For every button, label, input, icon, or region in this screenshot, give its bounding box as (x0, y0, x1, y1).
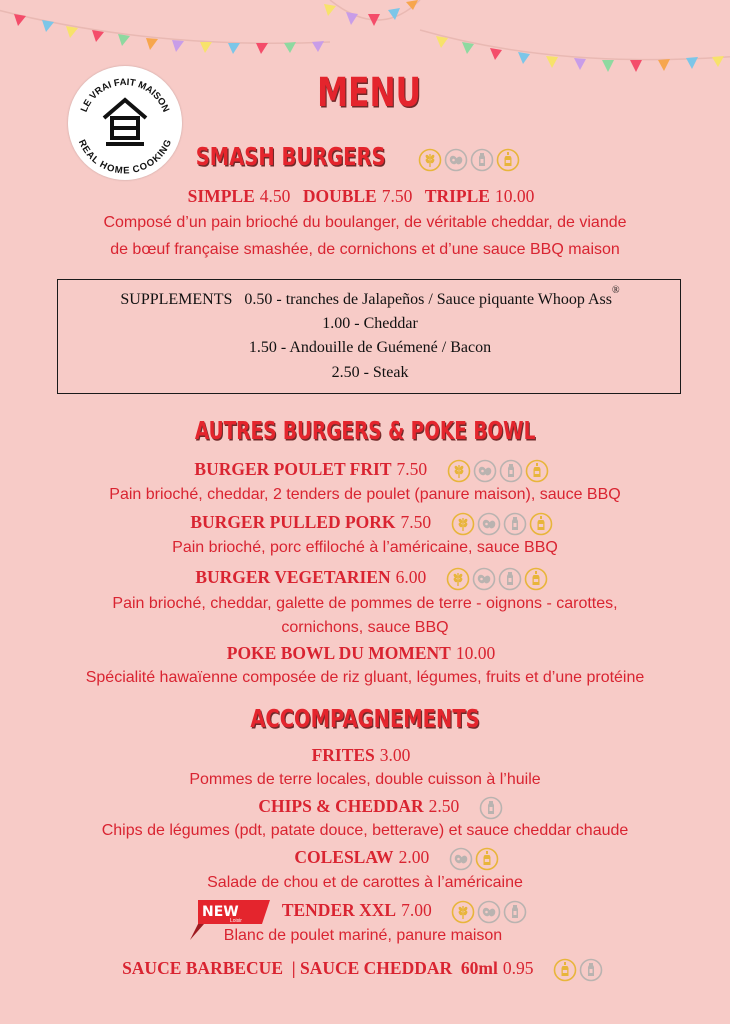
item-desc: Pommes de terre locales, double cuisson à l’huile (189, 771, 541, 788)
mustard-icon (496, 148, 520, 172)
item-price: 7.50 (396, 459, 428, 480)
egg-icon (477, 900, 501, 924)
gluten-icon (447, 459, 471, 483)
milk-icon (479, 796, 503, 820)
supplements-line (58, 285, 682, 309)
allergen-icons (450, 512, 554, 536)
menu-item-row (16, 796, 730, 820)
item-desc: Chips de légumes (pdt, patate douce, betterave) et sauce cheddar chaude (101, 822, 629, 839)
smash-desc-line: de bœuf française smashée, de cornichons et d’une sauce BBQ maison (110, 241, 620, 258)
sauces-row (0, 958, 728, 982)
egg-icon (477, 512, 501, 536)
egg-icon (449, 847, 473, 871)
item-price: 7.50 (381, 186, 413, 206)
milk-icon (503, 512, 527, 536)
allergen-icons (478, 796, 504, 820)
smash-desc-line: Composé d’un pain brioché du boulanger, de véritable cheddar, de viande (103, 214, 627, 231)
logo-bottom-text: REAL HOME COOKING (75, 138, 175, 177)
mustard-icon (529, 512, 553, 536)
item-name: BURGER POULET FRIT (194, 459, 392, 480)
menu-item-row (7, 512, 730, 536)
new-badge-subtext: Loisir (230, 918, 242, 924)
item-name: SIMPLE (187, 186, 255, 206)
allergen-icons (445, 567, 549, 591)
item-price: 4.50 (259, 186, 291, 206)
registered-mark: ® (612, 285, 620, 296)
mustard-icon (475, 847, 499, 871)
menu-title: MENU (317, 70, 421, 116)
item-price: 6.00 (395, 567, 427, 588)
allergen-icons (450, 900, 528, 924)
item-name: BURGER PULLED PORK (190, 512, 396, 533)
menu-item-row (0, 643, 730, 664)
gluten-icon (451, 900, 475, 924)
item-name: TENDER XXL (281, 900, 397, 921)
item-desc: Salade de chou et de carottes à l’américaine (207, 874, 523, 891)
menu-item-row (32, 847, 730, 871)
item-name: FRITES (311, 745, 375, 765)
allergen-icons (446, 459, 550, 483)
item-price: 7.50 (400, 512, 432, 533)
gluten-icon (446, 567, 470, 591)
item-name: BURGER VEGETARIEN (195, 567, 391, 588)
item-name: COLESLAW (294, 847, 394, 868)
item-desc: Pain brioché, cheddar, 2 tenders de poulet (panure maison), sauce BBQ (109, 486, 621, 503)
item-name: SAUCE BARBECUE | SAUCE CHEDDAR 60ml (122, 958, 498, 979)
milk-icon (503, 900, 527, 924)
egg-icon (472, 567, 496, 591)
item-price: 2.00 (398, 847, 430, 868)
gluten-icon (418, 148, 442, 172)
supplements-line: 2.50 - Steak (331, 364, 409, 381)
milk-icon (579, 958, 603, 982)
item-desc: Pain brioché, porc effiloché à l’américaine, sauce BBQ (172, 539, 558, 556)
section-title: ACCOMPAGNEMENTS (250, 704, 480, 733)
item-name: TRIPLE (424, 186, 490, 206)
supplements-label: SUPPLEMENTS (120, 291, 233, 308)
item-price: 0.95 (502, 958, 534, 979)
milk-icon (498, 567, 522, 591)
menu-item-row (7, 459, 730, 483)
milk-icon (470, 148, 494, 172)
item-desc: cornichons, sauce BBQ (281, 619, 449, 636)
item-price: 3.00 (379, 745, 411, 765)
item-desc: Blanc de poulet mariné, panure maison (223, 927, 503, 944)
allergen-icons (552, 958, 604, 982)
menu-item-row (0, 745, 730, 766)
section-autres-burgers (0, 416, 730, 445)
egg-icon (444, 148, 468, 172)
section-smash-burgers (0, 142, 710, 173)
section-title: SMASH BURGERS (195, 142, 386, 171)
item-name: CHIPS & CHEDDAR (258, 796, 424, 817)
item-desc: Pain brioché, cheddar, galette de pommes de terre - oignons - carottes, (112, 595, 618, 612)
menu-item-row (40, 900, 730, 924)
milk-icon (499, 459, 523, 483)
item-name: POKE BOWL DU MOMENT (226, 643, 451, 663)
item-desc: Spécialité hawaïenne composée de riz gluant, légumes, fruits et d’une protéine (85, 669, 645, 686)
smash-prices (0, 186, 730, 207)
item-price: 10.00 (494, 186, 535, 206)
supplements-line: 1.50 - Andouille de Guémené / Bacon (248, 339, 492, 356)
allergen-icons (448, 847, 500, 871)
egg-icon (473, 459, 497, 483)
menu-item-row (7, 567, 730, 591)
item-name: DOUBLE (302, 186, 377, 206)
logo-top-text: LE VRAI FAIT MAISON (78, 76, 172, 114)
gluten-icon (451, 512, 475, 536)
supplements-text: 0.50 - tranches de Jalapeños / Sauce piquante Whoop Ass (244, 291, 613, 308)
supplements-line: 1.00 - Cheddar (322, 315, 418, 332)
mustard-icon (524, 567, 548, 591)
allergen-icons (417, 144, 521, 173)
item-price: 2.50 (428, 796, 460, 817)
new-badge-text: NEW (202, 904, 239, 920)
item-price: 10.00 (455, 643, 496, 663)
mustard-icon (525, 459, 549, 483)
supplements-box (57, 279, 681, 394)
mustard-icon (553, 958, 577, 982)
section-accompagnements (0, 704, 730, 733)
item-price: 7.00 (401, 900, 432, 921)
section-title: AUTRES BURGERS & POKE BOWL (194, 416, 536, 445)
